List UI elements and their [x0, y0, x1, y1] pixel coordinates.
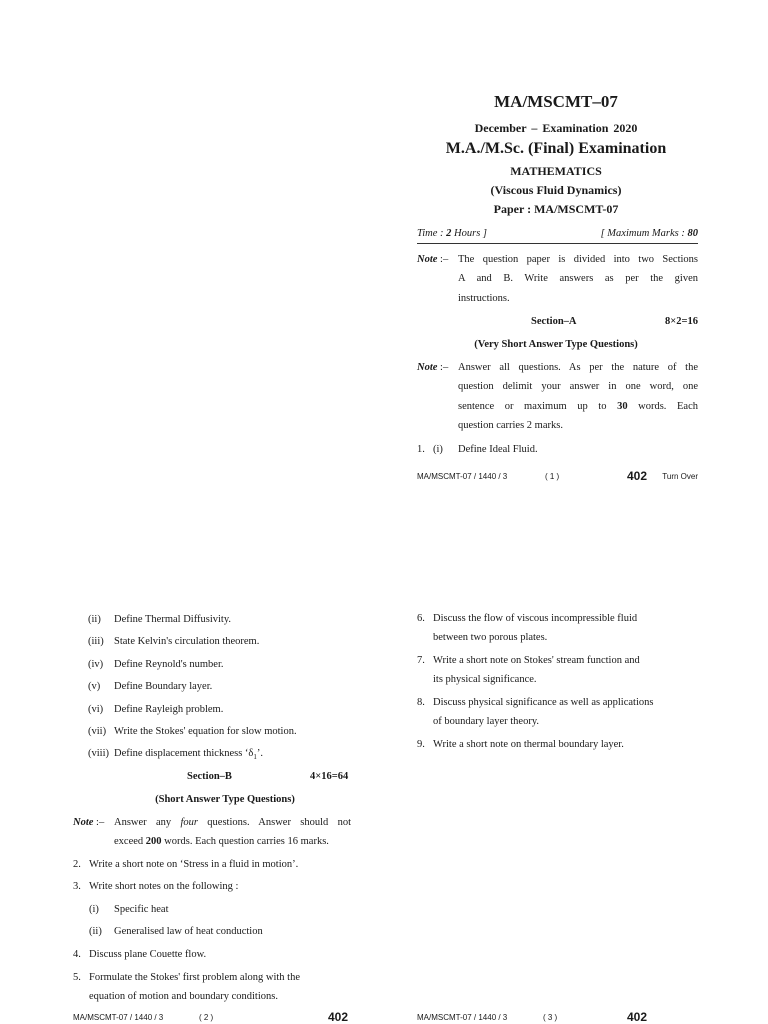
question-text: Discuss the flow of viscous incompressible fluid [433, 613, 638, 624]
sub-question-number: (ii) [89, 926, 102, 937]
question-text: Discuss physical significance as well as applications [433, 697, 654, 708]
question-text: Write a short note on ‘Stress in a fluid in motion’. [89, 859, 299, 870]
question-number: 9. [417, 739, 425, 750]
question-text: Specific heat [114, 904, 169, 915]
section-b-heading [60, 771, 370, 785]
footer-paper-number: 402 [627, 469, 648, 483]
question-text: Generalised law of heat conduction [114, 926, 263, 937]
question-number: 2. [73, 859, 81, 870]
note-text-line: instructions. [458, 293, 510, 304]
section-a-marks: 8×2=16 [665, 316, 698, 327]
question-text: between two porous plates. [433, 632, 548, 643]
note-label: Note :– [417, 362, 449, 373]
maximum-marks: [ Maximum Marks : 80 [600, 228, 698, 239]
note-text-line: The question paper is divided into two Sections [458, 254, 698, 265]
list-item: (iv) Define Reynold's number. [88, 658, 224, 670]
question-number: 6. [417, 613, 425, 624]
section-a-type: (Very Short Answer Type Questions) [474, 339, 638, 350]
note-text-line: sentence or maximum up to 30 words. Each [458, 401, 699, 412]
footer-code: MA/MSCMT-07 / 1440 / 3 [73, 1013, 164, 1022]
footer-page-number: ( 2 ) [199, 1013, 214, 1022]
paper-label: Paper : MA/MSCMT-07 [493, 202, 619, 216]
question-text: Write a short note on thermal boundary layer. [433, 739, 624, 750]
list-item: (vi) Define Rayleigh problem. [88, 703, 224, 715]
question-text: of boundary layer theory. [433, 716, 540, 727]
section-a-heading [414, 316, 698, 330]
section-a-title: Section–A [531, 316, 577, 327]
question-text: Define Ideal Fluid. [458, 444, 538, 455]
sub-question-list [88, 610, 378, 767]
paper-code-title: MA/MSCMT–07 [494, 92, 618, 111]
question-text: Write short notes on the following : [89, 881, 239, 892]
question-number: 5. [73, 972, 81, 983]
sub-question-number: (i) [433, 444, 443, 455]
page-footer [73, 1010, 353, 1024]
note-text-line: question delimit your answer in one word, one [458, 381, 698, 392]
footer-turn-over: Turn Over [662, 472, 698, 481]
time-marks-row [417, 228, 698, 242]
page-footer [417, 469, 698, 486]
list-item: (viii) Define displacement thickness ‘$\delta_1$’. [88, 748, 263, 762]
footer-paper-number: 402 [627, 1010, 648, 1024]
exam-title: M.A./M.Sc. (Final) Examination [445, 140, 667, 157]
section-b-type: (Short Answer Type Questions) [155, 794, 295, 805]
footer-code: MA/MSCMT-07 / 1440 / 3 [417, 1013, 508, 1022]
time-allowed: Time : 2 Hours ] [417, 228, 488, 239]
exam-session: December – Examination 2020 [474, 121, 638, 135]
note-text-line: question carries 2 marks. [458, 420, 563, 431]
page-footer [417, 1010, 697, 1024]
note-text-line: exceed 200 words. Each question carries 16 marks. [114, 836, 329, 847]
footer-page-number: ( 3 ) [543, 1013, 558, 1022]
list-item: (v) Define Boundary layer. [88, 681, 213, 693]
list-item: (ii) Define Thermal Diffusivity. [88, 614, 232, 625]
header-divider [417, 243, 698, 244]
question-text: equation of motion and boundary conditions. [89, 991, 278, 1002]
note-text-line: Answer any four questions. Answer should not [114, 817, 352, 828]
note-text-line: A and B. Write answers as per the given [458, 273, 698, 284]
question-number: 4. [73, 949, 81, 960]
question-number: 7. [417, 655, 425, 666]
sub-question-number: (i) [89, 904, 99, 915]
question-number: 3. [73, 881, 81, 892]
question-number: 8. [417, 697, 425, 708]
list-item: (iii) State Kelvin's circulation theorem. [88, 636, 260, 648]
question-text: Formulate the Stokes' first problem along with the [89, 972, 300, 983]
subject-name: MATHEMATICS [510, 164, 602, 178]
footer-paper-number: 402 [328, 1010, 349, 1024]
question-text: Write a short note on Stokes' stream function and [433, 655, 640, 666]
note-text-line: Answer all questions. As per the nature of the [458, 362, 698, 373]
note-label: Note :– [73, 817, 105, 828]
question-number: 1. [417, 444, 425, 455]
course-subtitle: (Viscous Fluid Dynamics) [490, 183, 622, 197]
section-b-title: Section–B [187, 771, 232, 782]
note-label: Note :– [417, 254, 449, 265]
question-text: its physical significance. [433, 674, 537, 685]
footer-code: MA/MSCMT-07 / 1440 / 3 [417, 472, 508, 481]
section-b-marks: 4×16=64 [310, 771, 349, 782]
question-text: Discuss plane Couette flow. [89, 949, 207, 960]
footer-page-number: ( 1 ) [545, 472, 560, 481]
list-item: (vii) Write the Stokes' equation for slow motion. [88, 725, 297, 737]
